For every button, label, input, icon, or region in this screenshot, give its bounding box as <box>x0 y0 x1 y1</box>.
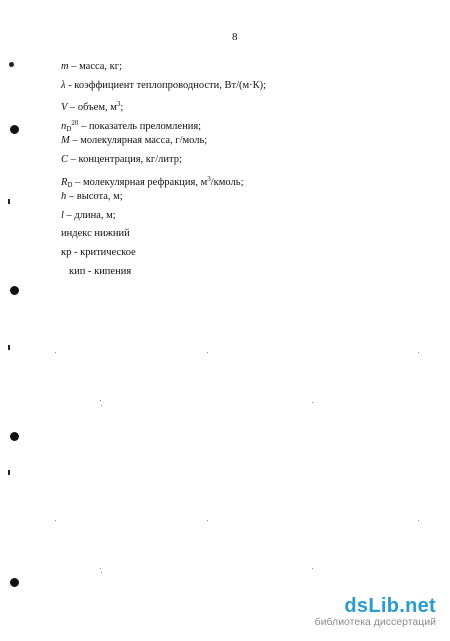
definition-tail: /кмоль; <box>210 176 244 188</box>
definition-line <box>61 207 266 226</box>
definition-text: – масса, кг; <box>68 61 123 72</box>
scan-mark <box>9 62 14 67</box>
definition-text: – молекулярная масса, г/моль; <box>69 135 208 147</box>
definition-text: - коэффициент теплопроводности, Вт/(м·К); <box>65 79 267 91</box>
definition-line <box>61 132 266 151</box>
superscript: 3 <box>207 174 211 183</box>
subscript-index-header: индекс нижний <box>61 228 130 240</box>
subscript: D <box>66 124 72 133</box>
scan-speck <box>100 400 101 401</box>
symbol: M <box>61 135 70 147</box>
symbol: V <box>61 102 68 114</box>
scan-speck <box>312 402 313 403</box>
symbol: λ <box>61 79 66 91</box>
symbol: h <box>61 191 67 203</box>
definition-line <box>61 77 266 96</box>
punch-hole <box>10 125 19 134</box>
symbol: l <box>61 209 64 221</box>
scan-speck <box>55 520 56 521</box>
definition-list <box>61 58 266 281</box>
definition-text: – концентрация, кг/литр; <box>68 153 182 165</box>
definition-line <box>61 114 266 133</box>
definition-line <box>61 170 266 189</box>
watermark-logo: dsLib.net <box>344 595 436 617</box>
scan-speck <box>101 572 102 573</box>
definition-tail: ; <box>120 102 124 114</box>
symbol: n <box>61 120 67 132</box>
subscript-index-item: кр - критическое <box>61 246 136 258</box>
watermark-tagline: библиотека диссертаций <box>314 616 436 628</box>
symbol: R <box>61 176 68 188</box>
definition-line <box>61 151 266 170</box>
subscript: D <box>67 180 73 189</box>
definition-text: – показатель преломления; <box>78 120 202 132</box>
definition-line <box>61 188 266 207</box>
definition-line <box>61 95 266 114</box>
definition-text: – высота, м; <box>66 191 123 203</box>
punch-hole <box>10 578 19 587</box>
scan-speck <box>55 352 56 353</box>
scan-speck <box>101 405 102 406</box>
scan-mark <box>8 470 10 475</box>
scan-speck <box>100 568 101 569</box>
definition-text: – объем, м <box>67 102 117 114</box>
definition-text: – молекулярная рефракция, м <box>72 176 208 188</box>
scan-speck <box>207 352 208 353</box>
scan-mark <box>8 345 10 350</box>
page-number: 8 <box>232 31 238 43</box>
superscript: 20 <box>71 118 79 127</box>
scan-speck <box>207 520 208 521</box>
subscript-index-item: кип - кипения <box>69 265 132 277</box>
watermark <box>315 596 436 629</box>
symbol: m <box>61 61 69 72</box>
scan-speck <box>418 352 419 353</box>
definition-text: – длина, м; <box>63 209 116 221</box>
symbol: C <box>61 153 69 165</box>
scan-speck <box>312 568 313 569</box>
definition-line <box>61 58 266 77</box>
scan-mark <box>8 199 10 204</box>
superscript: 3 <box>116 100 121 109</box>
scan-speck <box>418 520 419 521</box>
punch-hole <box>10 432 19 441</box>
punch-hole <box>10 286 19 295</box>
